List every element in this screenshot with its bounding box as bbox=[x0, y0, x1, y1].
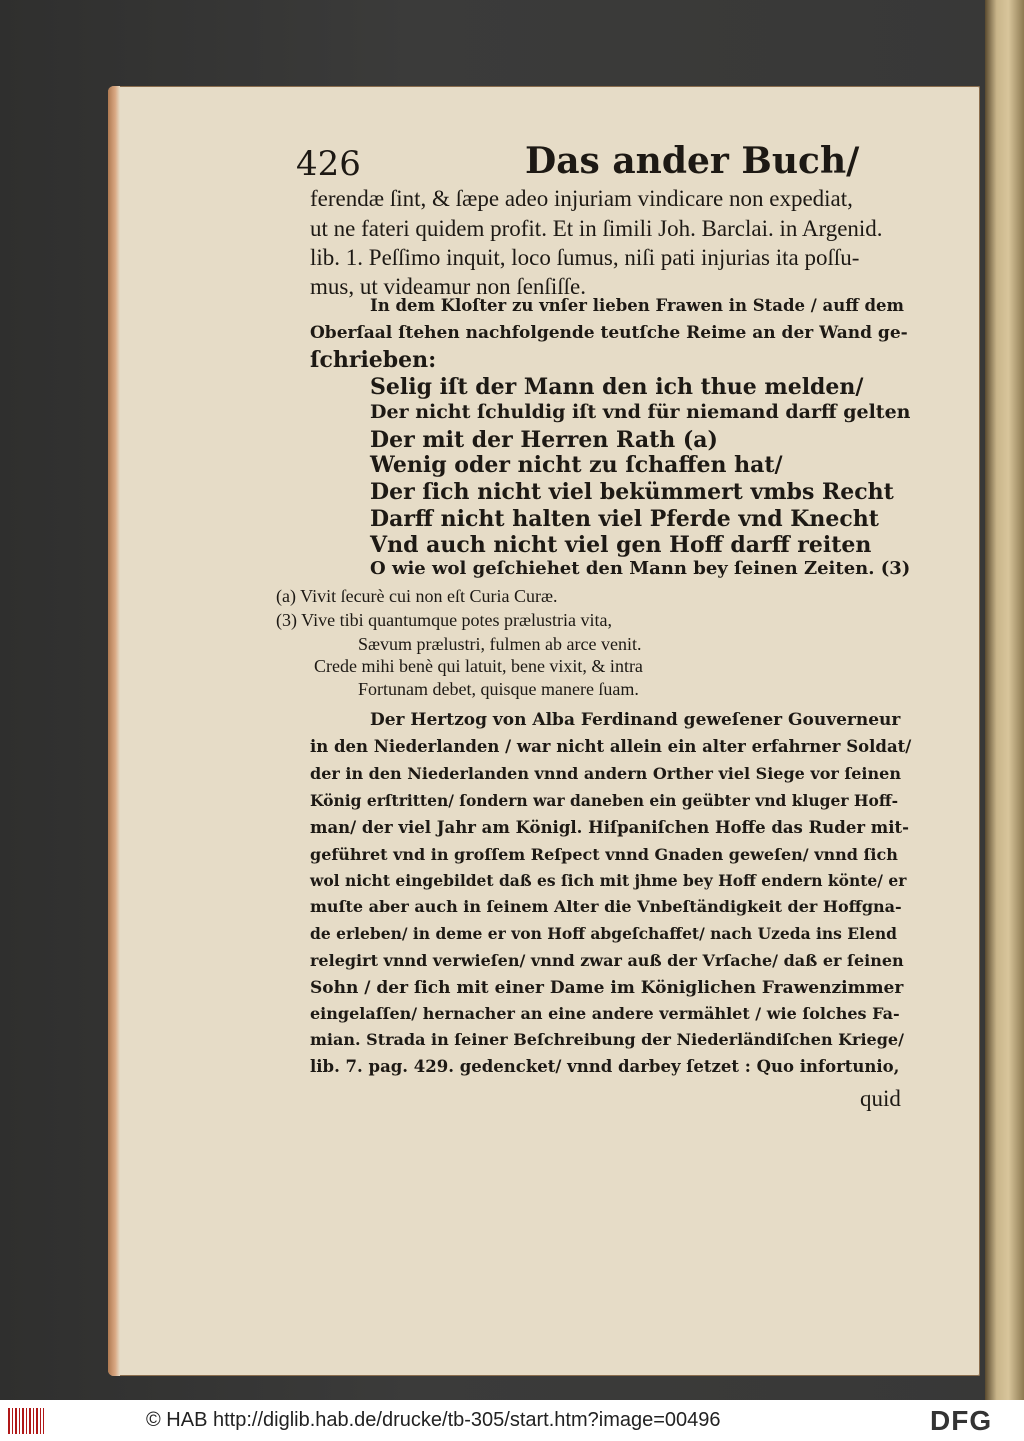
intro-line: Oberſaal ſtehen nachfolgende teutſche Reime an der Wand ge- bbox=[310, 323, 908, 343]
footnote-line: Fortunam debet, quisque manere ſuam. bbox=[358, 679, 639, 699]
verse-line: Wenig oder nicht zu ſchaffen hat/ bbox=[370, 452, 783, 478]
body-line: muſte aber auch in ſeinem Alter die Vnbeſtändigkeit der Hoffgna- bbox=[310, 897, 902, 916]
viewer-footer bbox=[0, 1400, 1024, 1441]
latin-line: mus, ut videamur non ſenſiſſe. bbox=[310, 274, 586, 299]
verse-line: Selig iſt der Mann den ich thue melden/ bbox=[370, 374, 864, 400]
verse-line: Der mit der Herren Rath (a) bbox=[370, 427, 718, 453]
intro-line: ſchrieben: bbox=[310, 347, 437, 373]
body-line: König erſtritten/ ſondern war daneben ein geübter vnd kluger Hoff- bbox=[310, 791, 899, 810]
latin-line: lib. 1. Peſſimo inquit, loco ſumus, niſi pati injurias ita poſſu- bbox=[310, 245, 860, 270]
catchword: quid bbox=[860, 1086, 901, 1111]
body-line: eingelaſſen/ hernacher an eine andere vermählet / wie ſolches Fa- bbox=[310, 1004, 900, 1023]
page-fore-edge bbox=[108, 86, 120, 1376]
footnote-line: (3) Vive tibi quantumque potes prælustria vita, bbox=[276, 610, 613, 630]
verse-line: Der nicht ſchuldig iſt vnd für niemand darff gelten bbox=[370, 401, 911, 423]
body-line: man/ der viel Jahr am Königl. Hiſpaniſchen Hoffe das Ruder mit- bbox=[310, 818, 909, 837]
body-line: der in den Niederlanden vnnd andern Orther viel Siege vor ſeinen bbox=[310, 764, 901, 783]
footnote-line: Sævum prælustri, fulmen ab arce venit. bbox=[358, 634, 642, 654]
body-line: lib. 7. pag. 429. gedencket/ vnnd darbey ſetzet : Quo infortunio, bbox=[310, 1057, 900, 1076]
intro-line: In dem Kloſter zu vnſer lieben Frawen in Stade / auff dem bbox=[370, 296, 905, 315]
library-logo-icon bbox=[8, 1408, 44, 1434]
footnote-line: Crede mihi benè qui latuit, bene vixit, & intra bbox=[314, 656, 643, 676]
body-line: Der Hertzog von Alba Ferdinand geweſener Gouverneur bbox=[370, 710, 901, 730]
copyright-link[interactable]: © HAB http://diglib.hab.de/drucke/tb-305/start.htm?image=00496 bbox=[146, 1409, 721, 1431]
adjacent-page-edge bbox=[985, 0, 1024, 1400]
body-line: in den Niederlanden / war nicht allein ein alter erfahrner Soldat/ bbox=[310, 737, 912, 756]
page-number: 426 bbox=[296, 144, 361, 184]
latin-line: ferendæ ſint, & ſæpe adeo injuriam vindicare non expediat, bbox=[310, 186, 853, 211]
latin-line: ut ne fateri quidem profit. Et in ſimili Joh. Barclai. in Argenid. bbox=[310, 216, 883, 241]
running-head: Das ander Buch/ bbox=[525, 140, 860, 182]
body-line: Sohn / der ſich mit einer Dame im Königlichen Frawenzimmer bbox=[310, 978, 904, 998]
body-line: wol nicht eingebildet daß es ſich mit jhme bey Hoff endern könte/ er bbox=[310, 871, 907, 890]
verse-line: Der ſich nicht viel bekümmert vmbs Recht bbox=[370, 479, 894, 505]
body-line: de erleben/ in deme er von Hoff abgeſchaffet/ nach Uzeda ins Elend bbox=[310, 924, 897, 943]
footnote-line: (a) Vivit ſecurè cui non eſt Curia Curæ. bbox=[276, 586, 558, 606]
body-line: mian. Strada in ſeiner Beſchreibung der Niederländiſchen Kriege/ bbox=[310, 1030, 904, 1049]
dfg-logo: DFG bbox=[930, 1405, 993, 1436]
verse-line: Vnd auch nicht viel gen Hoff darff reiten bbox=[370, 532, 872, 558]
verse-line: O wie wol geſchiehet den Mann bey ſeinen Zeiten. (3) bbox=[370, 558, 911, 579]
body-line: relegirt vnnd verwieſen/ vnnd zwar auß der Vrſache/ daß er ſeinen bbox=[310, 951, 904, 970]
body-line: geführet vnd in groſſem Reſpect vnnd Gnaden geweſen/ vnnd ſich bbox=[310, 845, 898, 864]
verse-line: Darff nicht halten viel Pferde vnd Knecht bbox=[370, 506, 879, 532]
